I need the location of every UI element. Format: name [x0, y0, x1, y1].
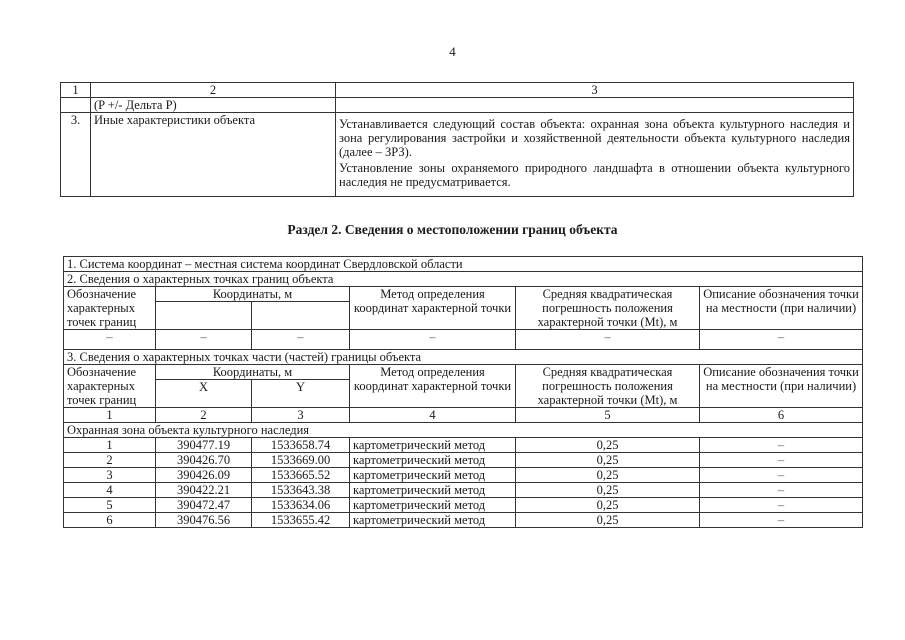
points-list	[64, 438, 863, 528]
description-paragraph-1: Устанавливается следующий состав объекта: охранная зона объекта культурного наследия и зона регулирования застройки и хозяйственной деятельности объекта культурного наследия (далее – ЗРЗ).	[339, 117, 850, 159]
column-number: 2	[156, 408, 252, 423]
error-value: 0,25	[516, 498, 700, 513]
system-row	[64, 257, 863, 272]
continuation-value	[336, 98, 854, 113]
description-value: –	[700, 498, 863, 513]
column-number: 3	[252, 408, 350, 423]
coordinates-table	[63, 256, 863, 528]
row-description	[336, 113, 854, 197]
description-value: –	[700, 513, 863, 528]
y-value: 1533634.06	[252, 498, 350, 513]
subsection-3-title: 3. Сведения о характерных точках части (частей) границы объекта	[64, 350, 863, 365]
x-value: 390426.70	[156, 453, 252, 468]
empty-data-row	[64, 330, 863, 350]
y-value: 1533643.38	[252, 483, 350, 498]
subsection-2-row	[64, 272, 863, 287]
error-value: 0,25	[516, 468, 700, 483]
y-header-empty	[252, 302, 350, 330]
y-header: Y	[252, 380, 350, 408]
coordinate-system: 1. Система координат – местная система координат Свердловской области	[64, 257, 863, 272]
description-value: –	[700, 483, 863, 498]
empty-cell: –	[156, 330, 252, 350]
x-value: 390422.21	[156, 483, 252, 498]
error-value: 0,25	[516, 453, 700, 468]
header-cell-3: 3	[336, 83, 854, 98]
row-name: Иные характеристики объекта	[91, 113, 336, 197]
column-number: 4	[350, 408, 516, 423]
table-row	[64, 483, 863, 498]
description-value: –	[700, 468, 863, 483]
description-header: Описание обозначения точки на местности (при наличии)	[700, 365, 863, 408]
empty-cell: –	[252, 330, 350, 350]
table-row	[64, 468, 863, 483]
x-header: X	[156, 380, 252, 408]
description-value: –	[700, 438, 863, 453]
method-header: Метод определения координат характерной точки	[350, 287, 516, 330]
header-cell-2: 2	[91, 83, 336, 98]
table-row	[64, 438, 863, 453]
subsection-3-row	[64, 350, 863, 365]
page-number: 4	[449, 44, 456, 59]
x-value: 390472.47	[156, 498, 252, 513]
x-value: 390426.09	[156, 468, 252, 483]
empty-cell: –	[350, 330, 516, 350]
method-value: картометрический метод	[350, 438, 516, 453]
table-row	[64, 498, 863, 513]
table-row	[61, 113, 854, 197]
method-value: картометрический метод	[350, 498, 516, 513]
designation-header: Обозначение характерных точек границ	[64, 365, 156, 408]
description-value: –	[700, 453, 863, 468]
point-number: 6	[64, 513, 156, 528]
point-number: 2	[64, 453, 156, 468]
section-title: Раздел 2. Сведения о местоположении границ объекта	[287, 222, 618, 237]
x-header-empty	[156, 302, 252, 330]
method-header: Метод определения координат характерной точки	[350, 365, 516, 408]
column-number: 6	[700, 408, 863, 423]
error-value: 0,25	[516, 483, 700, 498]
y-value: 1533658.74	[252, 438, 350, 453]
column-number: 1	[64, 408, 156, 423]
y-value: 1533655.42	[252, 513, 350, 528]
y-value: 1533665.52	[252, 468, 350, 483]
zone-title-row	[64, 423, 863, 438]
empty-cell: –	[64, 330, 156, 350]
error-value: 0,25	[516, 513, 700, 528]
description-paragraph-2: Установление зоны охраняемого природного ландшафта в отношении объекта культурного наследия не предусматривается.	[339, 161, 850, 189]
point-number: 1	[64, 438, 156, 453]
empty-cell: –	[700, 330, 863, 350]
continuation-text: (P +/- Дельта P)	[91, 98, 336, 113]
numbering-row	[64, 408, 863, 423]
table-header-row	[61, 83, 854, 98]
x-value: 390476.56	[156, 513, 252, 528]
point-number: 4	[64, 483, 156, 498]
characteristics-table	[60, 82, 854, 197]
error-value: 0,25	[516, 438, 700, 453]
y-value: 1533669.00	[252, 453, 350, 468]
point-number: 3	[64, 468, 156, 483]
continuation-num	[61, 98, 91, 113]
error-header: Средняя квадратическая погрешность положения характерной точки (Mt), м	[516, 365, 700, 408]
zone-title: Охранная зона объекта культурного наследия	[64, 423, 863, 438]
point-number: 5	[64, 498, 156, 513]
error-header: Средняя квадратическая погрешность положения характерной точки (Mt), м	[516, 287, 700, 330]
method-value: картометрический метод	[350, 468, 516, 483]
subsection-2-title: 2. Сведения о характерных точках границ объекта	[64, 272, 863, 287]
header-cell-1: 1	[61, 83, 91, 98]
column-number: 5	[516, 408, 700, 423]
table-row	[64, 453, 863, 468]
coords-header: Координаты, м	[156, 365, 350, 380]
continuation-row	[61, 98, 854, 113]
method-value: картометрический метод	[350, 513, 516, 528]
header-row-2	[64, 365, 863, 380]
designation-header: Обозначение характерных точек границ	[64, 287, 156, 330]
table-row	[64, 513, 863, 528]
method-value: картометрический метод	[350, 483, 516, 498]
x-value: 390477.19	[156, 438, 252, 453]
method-value: картометрический метод	[350, 453, 516, 468]
empty-cell: –	[516, 330, 700, 350]
coords-header: Координаты, м	[156, 287, 350, 302]
row-number: 3.	[61, 113, 91, 197]
header-row	[64, 287, 863, 302]
description-header: Описание обозначения точки на местности (при наличии)	[700, 287, 863, 330]
